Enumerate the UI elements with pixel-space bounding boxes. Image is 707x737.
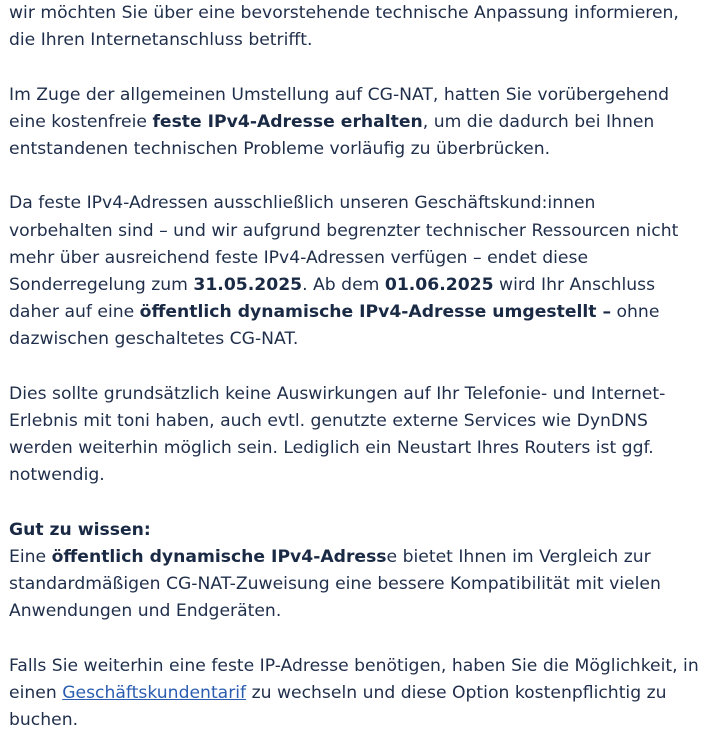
dynamic-ipv4-emphasis: öffentlich dynamische IPv4-Adresse umgestellt –: [139, 302, 612, 323]
good-to-know-text-2: e bietet Ihnen im Vergleich zur standardmäßigen CG-NAT-Zuweisung eine bessere Kompatibilität mit vielen Anwendungen und Endgeräten.: [9, 547, 661, 622]
dynamic-ipv4-benefit-emphasis: öffentlich dynamische IPv4-Adress: [51, 547, 387, 567]
end-date: 31.05.2025: [193, 275, 303, 295]
good-to-know-text-1: Eine: [9, 547, 52, 567]
fixed-ipv4-emphasis: feste IPv4-Adresse erhalten: [152, 111, 423, 132]
paragraph-impact: [9, 381, 703, 490]
paragraph-end-of-arrangement: [9, 190, 703, 353]
paragraph-intro: [9, 0, 703, 54]
cgnat-text-1: Im Zuge der allgemeinen Umstellung auf CG-NAT, hatten Sie vorübergehend eine kostenfreie: [9, 84, 670, 132]
email-body: [9, 0, 703, 734]
business-option-text-2: zu wechseln und diese Option kostenpflichtig zu buchen.: [9, 683, 667, 731]
arrangement-text-1: Da feste IPv4-Adressen ausschließlich unseren Geschäftskund:innen vorbehalten sind – und wir aufgrund begrenzter technischer Ressourcen nicht mehr über ausreichend feste IPv4-Adressen verfügen – endet diese Sonderregelung zum: [9, 193, 679, 295]
business-tariff-link[interactable]: Geschäftskundentarif: [62, 683, 247, 703]
cgnat-text-2: , um die dadurch bei Ihnen entstandenen technischen Probleme vorläufig zu überbrücken.: [9, 111, 655, 159]
paragraph-business-option: [9, 653, 703, 735]
impact-text: Dies sollte grundsätzlich keine Auswirkungen auf Ihr Telefonie- und Internet-Erlebnis mit toni haben, auch evtl. genutzte externe Services wie DynDNS werden weiterhin möglich sein. Lediglich ein Neustart Ihres Routers ist ggf. notwendig.: [9, 383, 666, 486]
intro-text: wir möchten Sie über eine bevorstehende technische Anpassung informieren, die Ihren Internetanschluss betrifft.: [9, 3, 679, 51]
arrangement-text-4: ohne dazwischen geschaltetes CG-NAT.: [9, 302, 660, 350]
paragraph-cgnat-context: [9, 82, 703, 164]
good-to-know-heading: Gut zu wissen:: [9, 519, 151, 540]
arrangement-text-2: . Ab dem: [302, 275, 385, 295]
business-option-text-1: Falls Sie weiterhin eine feste IP-Adresse benötigen, haben Sie die Möglichkeit, in einen: [9, 655, 699, 703]
switch-date: 01.06.2025: [384, 275, 494, 295]
arrangement-text-3: wird Ihr Anschluss daher auf eine: [9, 275, 656, 323]
paragraph-good-to-know: [9, 517, 703, 626]
